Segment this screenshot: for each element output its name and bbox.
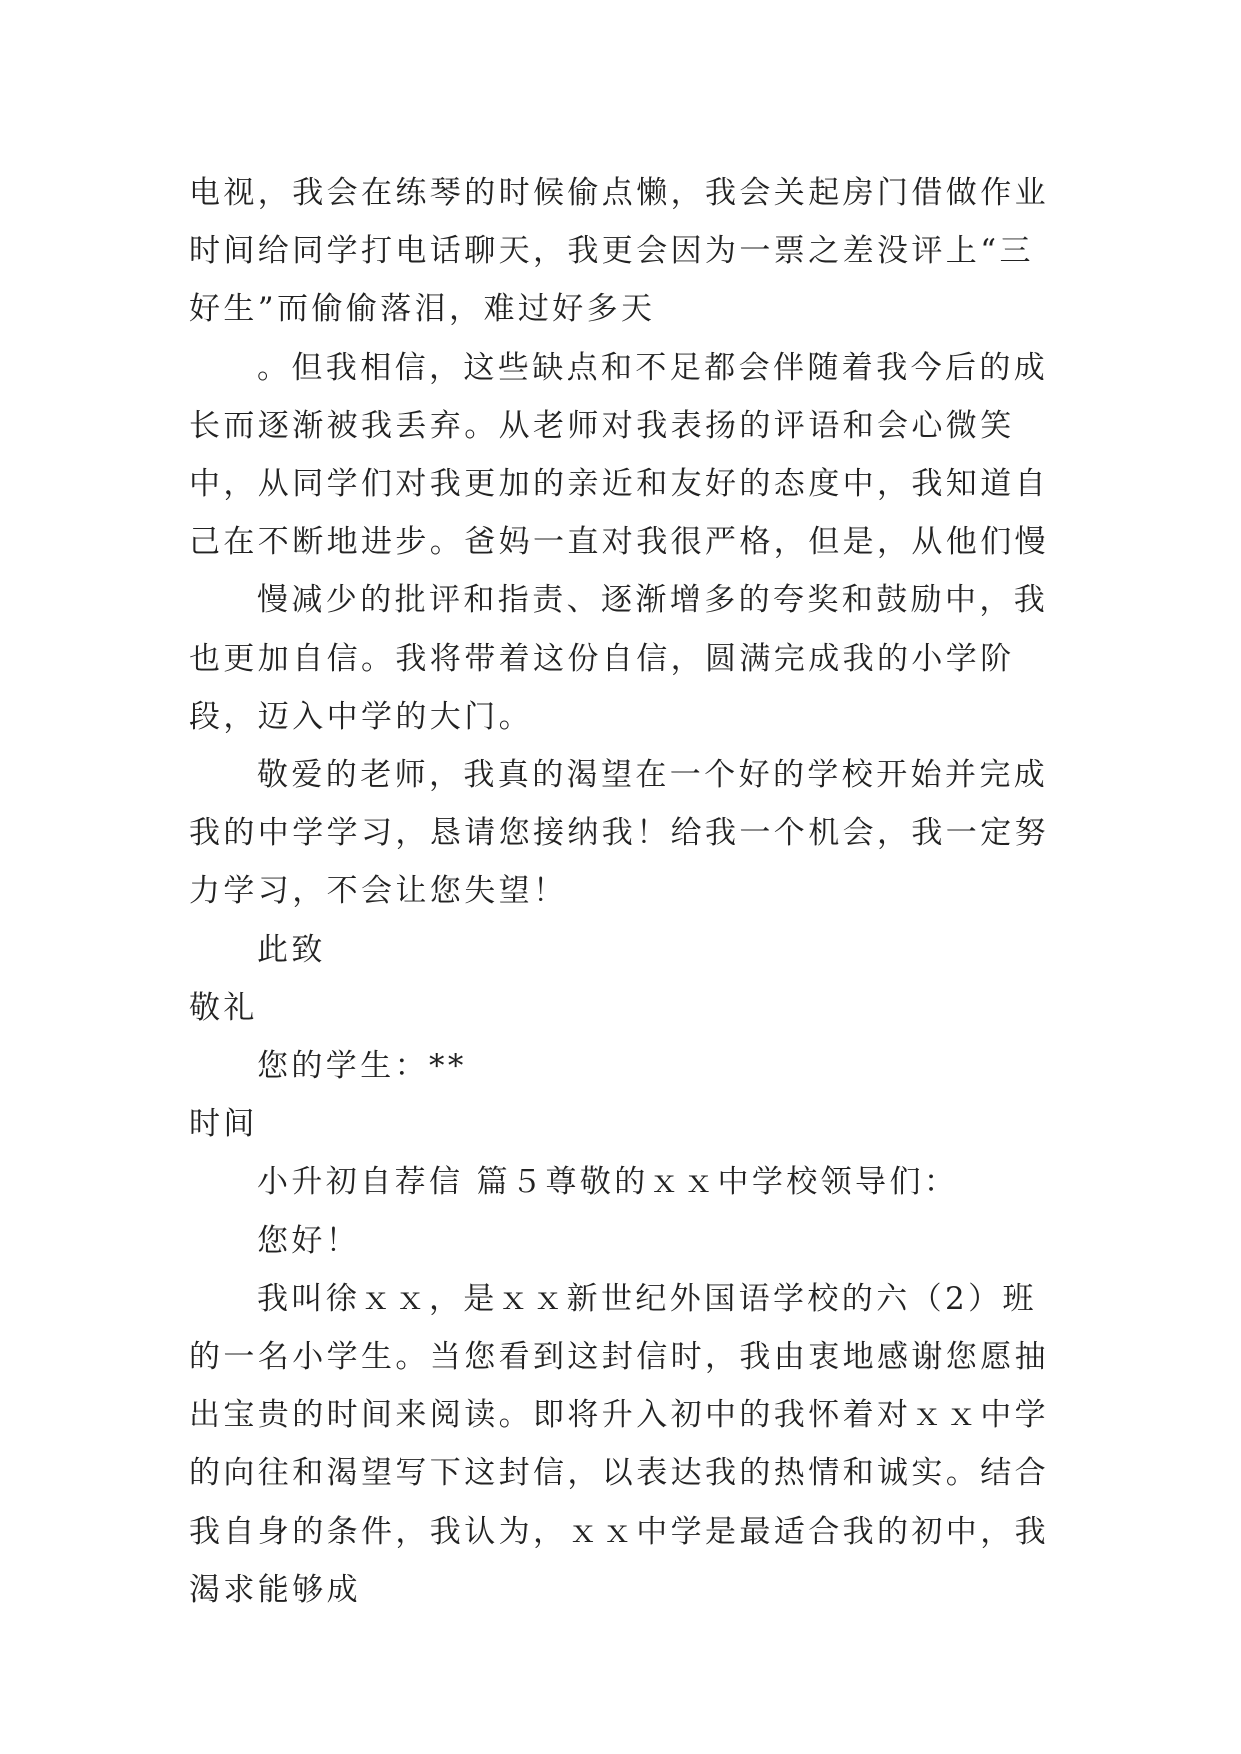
closing-regards: 敬礼 — [189, 989, 258, 1026]
paragraph-progress: 。但我相信，这些缺点和不足都会伴随着我今后的成长而逐渐被我丢弃。从老师对我表扬的评语和会心微笑中，从同学们对我更加的亲近和友好的态度中，我知道自己在不断地进步。爸妈一直对我很严格，但是，从他们慢 — [189, 349, 1049, 561]
paragraph-continuation: 电视，我会在练琴的时候偷点懒，我会关起房门借做作业时间给同学打电话聊天，我更会因为一票之差没评上“三好生”而偷偷落泪，难过好多天 — [189, 175, 1049, 328]
section-heading: 小升初自荐信 篇５尊敬的ｘｘ中学校领导们： — [257, 1164, 959, 1201]
document-body — [189, 164, 1049, 1619]
paragraph-introduction: 我叫徐ｘｘ，是ｘｘ新世纪外国语学校的六（2）班的一名小学生。当您看到这封信时，我由衷地感谢您愿抽出宝贵的时间来阅读。即将升入初中的我怀着对ｘｘ中学的向往和渴望写下这封信，以表达我的热情和诚实。结合我自身的条件，我认为，ｘｘ中学是最适合我的初中，我渴求能够成 — [189, 1280, 1049, 1608]
paragraph-confidence: 慢减少的批评和指责、逐渐增多的夸奖和鼓励中，我也更加自信。我将带着这份自信，圆满完成我的小学阶段，迈入中学的大门。 — [189, 582, 1049, 735]
greeting: 您好！ — [257, 1222, 361, 1259]
signature-line: 您的学生：** — [257, 1048, 467, 1085]
closing-salutation: 此致 — [257, 931, 326, 968]
paragraph-request: 敬爱的老师，我真的渴望在一个好的学校开始并完成我的中学学习，恳请您接纳我！给我一个机会，我一定努力学习，不会让您失望！ — [189, 757, 1049, 910]
date-line: 时间 — [189, 1106, 258, 1143]
